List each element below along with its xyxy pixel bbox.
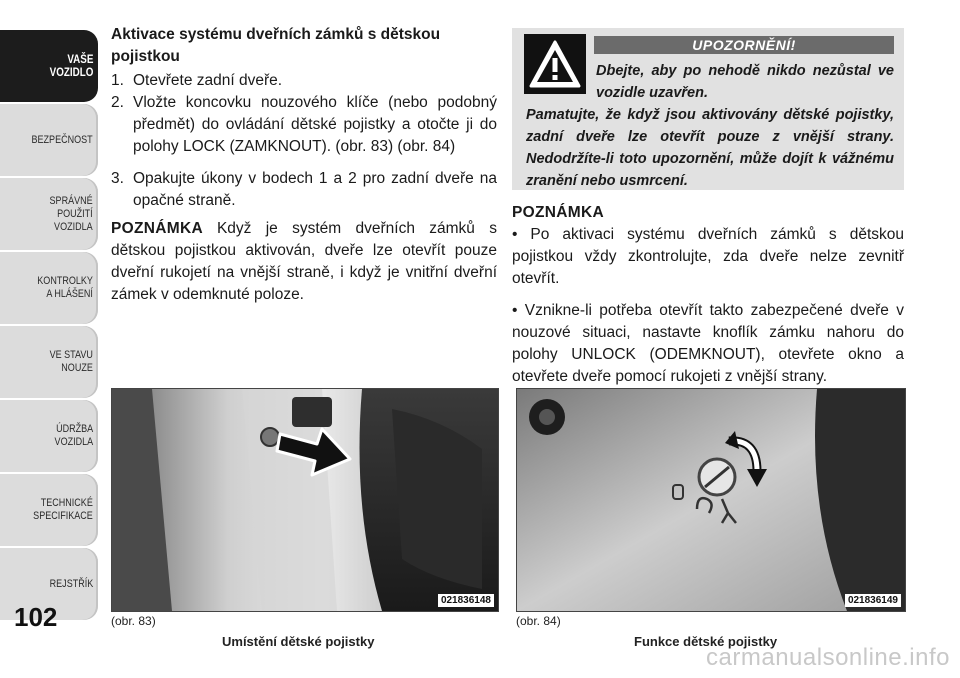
tab-spravne-pouziti[interactable]	[0, 178, 98, 250]
tab-udrzba[interactable]	[0, 400, 98, 472]
lock-photo-illustration	[517, 389, 905, 611]
figure-child-lock-location	[111, 388, 499, 612]
figure-code: 021836149	[845, 594, 901, 607]
note-text: Když je systém dveřních zámků s dětskou pojistkou aktivován, dveře lze otevřít pouze dveřní rukojetí na vnější straně, i když je vnitřní dveřní zámek v odemknuté poloze.	[111, 220, 497, 303]
tab-label: TECHNICKÉ SPECIFIKACE	[33, 497, 94, 522]
figure-child-lock-function	[516, 388, 906, 612]
note-label: POZNÁMKA	[512, 204, 604, 221]
page-number: 102	[14, 602, 58, 632]
warning-line: Pamatujte, že když jsou aktivovány dětské pojistky, zadní dveře lze otevřít pouze z vnější strany. Nedodržíte-li toto upozornění, může dojít k vážnému zranění nebo usmrcení.	[526, 107, 894, 189]
figure-caption: Funkce dětské pojistky	[634, 634, 778, 649]
tab-label: KONTROLKY A HLÁŠENÍ	[37, 275, 94, 300]
tab-ve-stavu-nouze[interactable]	[0, 326, 98, 398]
note-paragraph	[111, 218, 497, 306]
tab-bezpecnost[interactable]	[0, 104, 98, 176]
list-item	[111, 168, 497, 212]
section-heading: Aktivace systému dveřních zámků s dětskou pojistkou	[111, 26, 441, 65]
watermark-url: carmanualsonline.info	[706, 644, 950, 671]
tab-vase-vozidlo[interactable]	[0, 30, 98, 102]
right-note	[512, 202, 904, 398]
note-label: POZNÁMKA	[111, 220, 203, 237]
list-item	[111, 70, 497, 92]
figure-ref: (obr. 84)	[516, 614, 561, 628]
figure-code: 021836148	[438, 594, 494, 607]
door-photo-illustration	[112, 389, 498, 611]
note-bullet: • Vznikne-li potřeba otevřít takto zabezpečené dveře v nouzové situaci, nastavte knoflík zámku nahoru do polohy UNLOCK (ODEMKNOUT), otevřete okno a otevřete dveře pomocí rukojeti z vnější strany.	[512, 302, 904, 385]
step-number: 3.	[111, 170, 124, 187]
warning-text	[526, 60, 894, 192]
steps-list	[111, 70, 497, 212]
note-bullet: • Po aktivaci systému dveřních zámků s dětskou pojistkou vždy zkontrolujte, zda dveře nelze zevnitř otevřít.	[512, 226, 904, 287]
tab-label: VE STAVU NOUZE	[49, 349, 94, 374]
warning-box	[512, 28, 904, 190]
step-text: Opakujte úkony v bodech 1 a 2 pro zadní dveře na opačné straně.	[133, 170, 497, 209]
step-number: 1.	[111, 72, 124, 89]
tab-label: SPRÁVNÉ POUŽITÍ VOZIDLA	[49, 194, 94, 233]
step-text: Otevřete zadní dveře.	[133, 72, 283, 89]
step-number: 2.	[111, 94, 124, 111]
tab-kontrolky[interactable]	[0, 252, 98, 324]
list-item	[111, 92, 497, 158]
figure-ref: (obr. 83)	[111, 614, 156, 628]
tab-label: VAŠE VOZIDLO	[49, 52, 94, 79]
left-column	[111, 24, 497, 306]
tab-label: ÚDRŽBA VOZIDLA	[54, 423, 94, 448]
tab-label: REJSTŘÍK	[49, 577, 94, 590]
figure-caption: Umístění dětské pojistky	[222, 634, 375, 649]
warning-line: Dbejte, aby po nehodě nikdo nezůstal ve vozidle uzavřen.	[596, 63, 894, 101]
tab-technicke-specifikace[interactable]	[0, 474, 98, 546]
step-text: Vložte koncovku nouzového klíče (nebo podobný předmět) do ovládání dětské pojistky a otočte ji do polohy LOCK (ZAMKNOUT). (obr. 83) (obr. 84)	[133, 94, 497, 155]
tab-label: BEZPEČNOST	[31, 133, 94, 146]
warning-title: UPOZORNĚNÍ!	[594, 36, 894, 54]
